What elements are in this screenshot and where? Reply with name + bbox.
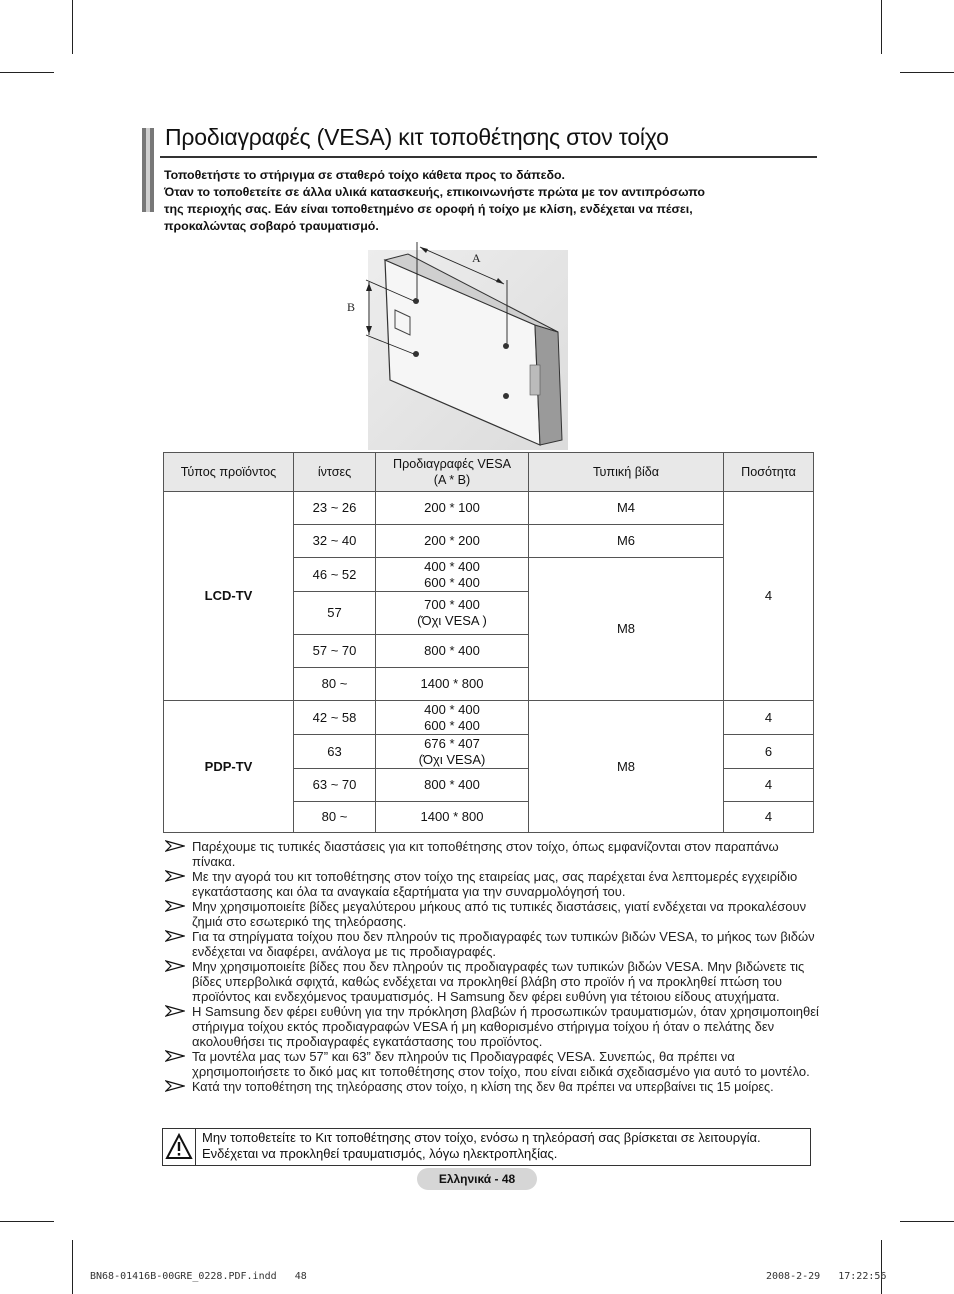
arrow-bullet-icon	[165, 930, 185, 942]
crop-mark	[881, 1240, 882, 1294]
crop-mark	[0, 1221, 54, 1222]
cell-inches: 57 ~ 70	[294, 635, 376, 668]
cell-inches: 32 ~ 40	[294, 525, 376, 558]
cell-vesa-line: 400 * 400	[424, 558, 480, 574]
cell-screw: M8	[529, 701, 724, 833]
cell-inches: 80 ~	[294, 802, 376, 833]
cell-vesa-line: (Όχι VESA)	[418, 751, 486, 767]
table-row	[164, 701, 814, 735]
tv-rear-diagram	[340, 240, 570, 450]
note-item	[165, 1004, 825, 1049]
cell-vesa-line: (Όχι VESA )	[417, 613, 487, 628]
vesa-hole	[503, 393, 509, 399]
cell-vesa-line: 600 * 400	[424, 574, 480, 590]
header-screw: Τυπική βίδα	[529, 453, 724, 492]
header-product-type: Τύπος προϊόντος	[164, 453, 294, 492]
cell-inches: 23 ~ 26	[294, 492, 376, 525]
footer-timestamp: 2008-2-29 17:22:56	[766, 1271, 887, 1282]
note-text: Κατά την τοποθέτηση της τηλεόρασης στον τοίχο, η κλίση της δεν θα πρέπει να υπερβαίνει τις 15 μοίρες.	[192, 1080, 774, 1094]
note-text: Μην χρησιμοποιείτε βίδες που δεν πληρούν τις προδιαγραφές των τυπικών βιδών VESA. Μην βιδώνετε τις βίδες υπερβολικά σφιχτά, καθώς ενδέχεται να προκληθεί βλάβη στο προϊόν ή να προκληθεί πτώση του προϊόντος και ενδεχόμενος τραυματισμός. Η Samsung δεν φέρει ευθύνη για τέτοιου είδους ατυχήματα.	[192, 959, 805, 1004]
cell-inches: 46 ~ 52	[294, 558, 376, 592]
cell-vesa	[376, 735, 529, 769]
warning-text	[202, 1130, 807, 1162]
note-item	[165, 899, 825, 929]
cell-quantity: 4	[724, 769, 814, 802]
cell-vesa: 1400 * 800	[376, 802, 529, 833]
arrow-bullet-icon	[165, 1005, 185, 1017]
header-inches: ίντσες	[294, 453, 376, 492]
note-text: Μην χρησιμοποιείτε βίδες μεγαλύτερου μήκους από τις τυπικές διαστάσεις, γιατί ενδέχεται να προκαλέσουν ζημιά στο εσωτερικό της τηλεόρασης.	[192, 899, 807, 929]
cell-vesa-line: 400 * 400	[424, 701, 480, 717]
product-type-lcd: LCD-TV	[164, 492, 294, 701]
intro-line: της περιοχής σας. Εάν είναι τοποθετημένο σε οροφή ή τοίχο με κλίση, ενδέχεται να πέσει,	[164, 202, 693, 216]
note-item	[165, 959, 825, 1004]
title-rule	[160, 156, 817, 158]
crop-mark	[900, 72, 954, 73]
cell-vesa-line: 700 * 400	[424, 597, 480, 612]
warning-box	[162, 1128, 811, 1166]
cell-inches: 42 ~ 58	[294, 701, 376, 735]
intro-line: προκαλώντας σοβαρό τραυματισμό.	[164, 219, 379, 233]
note-text: Παρέχουμε τις τυπικές διαστάσεις για κιτ τοποθέτησης στον τοίχο, όπως εμφανίζονται στον παραπάνω πίνακα.	[192, 839, 779, 869]
intro-line: Όταν το τοποθετείτε σε άλλα υλικά κατασκευής, επικοινωνήστε πρώτα με τον αντιπρόσωπο	[164, 185, 705, 199]
header-vesa-line1: Προδιαγραφές VESA	[392, 457, 512, 471]
page-title: Προδιαγραφές (VESA) κιτ τοποθέτησης στον τοίχο	[165, 124, 669, 150]
cell-vesa: 1400 * 800	[376, 668, 529, 701]
cell-vesa	[376, 558, 529, 592]
warning-icon	[163, 1129, 195, 1165]
cell-vesa-line: 676 * 407	[424, 735, 480, 751]
note-item	[165, 869, 825, 899]
header-quantity: Ποσότητα	[724, 453, 814, 492]
cell-inches: 80 ~	[294, 668, 376, 701]
vesa-spec-table	[163, 452, 814, 833]
vesa-hole	[503, 343, 509, 349]
product-type-pdp: PDP-TV	[164, 701, 294, 833]
note-item	[165, 1079, 825, 1095]
cell-screw: M4	[529, 492, 724, 525]
footer-file-info: BN68-01416B-00GRE_0228.PDF.indd 48	[90, 1271, 307, 1282]
dimension-label-a: A	[472, 251, 481, 265]
cell-vesa-line: 600 * 400	[424, 717, 480, 733]
page-number-badge: Ελληνικά - 48	[417, 1168, 537, 1190]
dimension-label-b: B	[347, 300, 356, 314]
cell-screw: M6	[529, 525, 724, 558]
crop-mark	[881, 0, 882, 54]
header-vesa-line2: (A * B)	[433, 473, 471, 487]
cell-quantity: 4	[724, 701, 814, 735]
crop-mark	[72, 0, 73, 54]
note-text: Με την αγορά του κιτ τοποθέτησης στον τοίχο της εταιρείας μας, σας παρέχεται ένα λεπτομερές εγχειρίδιο εγκατάστασης και όλα τα αναγκαία εξαρτήματα για την συναρμολόγησή του.	[192, 869, 798, 899]
arrow-bullet-icon	[165, 960, 185, 972]
table-header-row	[164, 453, 814, 492]
cell-inches: 63 ~ 70	[294, 769, 376, 802]
note-text: Τα μοντέλα μας των 57” και 63” δεν πληρούν τις Προδιαγραφές VESA. Συνεπώς, θα πρέπει να χρησιμοποιήσετε το δικό μας κιτ τοποθέτησης στον τοίχο, που είναι ειδικά σχεδιασμένο για αυτό το μοντέλο.	[192, 1049, 810, 1079]
cell-quantity: 4	[724, 492, 814, 701]
note-item	[165, 1049, 825, 1079]
crop-mark	[900, 1221, 954, 1222]
warning-icon-cell	[163, 1129, 196, 1165]
cell-inches: 57	[294, 592, 376, 635]
cell-screw: M8	[529, 558, 724, 701]
cell-quantity: 6	[724, 735, 814, 769]
note-item	[165, 929, 825, 959]
crop-mark	[72, 1240, 73, 1294]
cell-vesa: 800 * 400	[376, 635, 529, 668]
note-text: Η Samsung δεν φέρει ευθύνη για την πρόκληση βλαβών ή προσωπικών τραυματισμών, όταν χρησιμοποιηθεί στήριγμα τοίχου εκτός προδιαγραφών VESA ή μη καθορισμένο στήριγμα τοίχου ή όταν ο πελάτης δεν ακολουθήσει τις προδιαγραφές εγκατάστασης του προϊόντος.	[192, 1004, 819, 1049]
intro-warning-text	[164, 167, 804, 235]
arrow-bullet-icon	[165, 870, 185, 882]
table-row	[164, 492, 814, 525]
cell-vesa: 200 * 200	[376, 525, 529, 558]
arrow-bullet-icon	[165, 1050, 185, 1062]
header-vesa	[376, 453, 529, 492]
warning-line: Μην τοποθετείτε το Κιτ τοποθέτησης στον τοίχο, ενόσω η τηλεόρασή σας βρίσκεται σε λειτουργία.	[202, 1130, 761, 1145]
cell-vesa: 200 * 100	[376, 492, 529, 525]
title-accent-bar-inner	[146, 128, 150, 212]
note-text: Για τα στηρίγματα τοίχου που δεν πληρούν τις προδιαγραφές των τυπικών βιδών VESA, το μήκος των βιδών ενδέχεται να διαφέρει, ανάλογα με τις προδιαγραφές.	[192, 929, 815, 959]
cell-vesa	[376, 592, 529, 635]
cell-inches: 63	[294, 735, 376, 769]
notes-list	[165, 839, 825, 1095]
warning-line: Ενδέχεται να προκληθεί τραυματισμός, λόγω ηλεκτροπληξίας.	[202, 1146, 558, 1161]
note-item	[165, 839, 825, 869]
cell-vesa: 800 * 400	[376, 769, 529, 802]
cell-quantity: 4	[724, 802, 814, 833]
arrow-bullet-icon	[165, 840, 185, 852]
intro-line: Τοποθετήστε το στήριγμα σε σταθερό τοίχο κάθετα προς το δάπεδο.	[164, 168, 565, 182]
arrow-bullet-icon	[165, 1080, 185, 1092]
arrow-bullet-icon	[165, 900, 185, 912]
crop-mark	[0, 72, 54, 73]
cell-vesa	[376, 701, 529, 735]
